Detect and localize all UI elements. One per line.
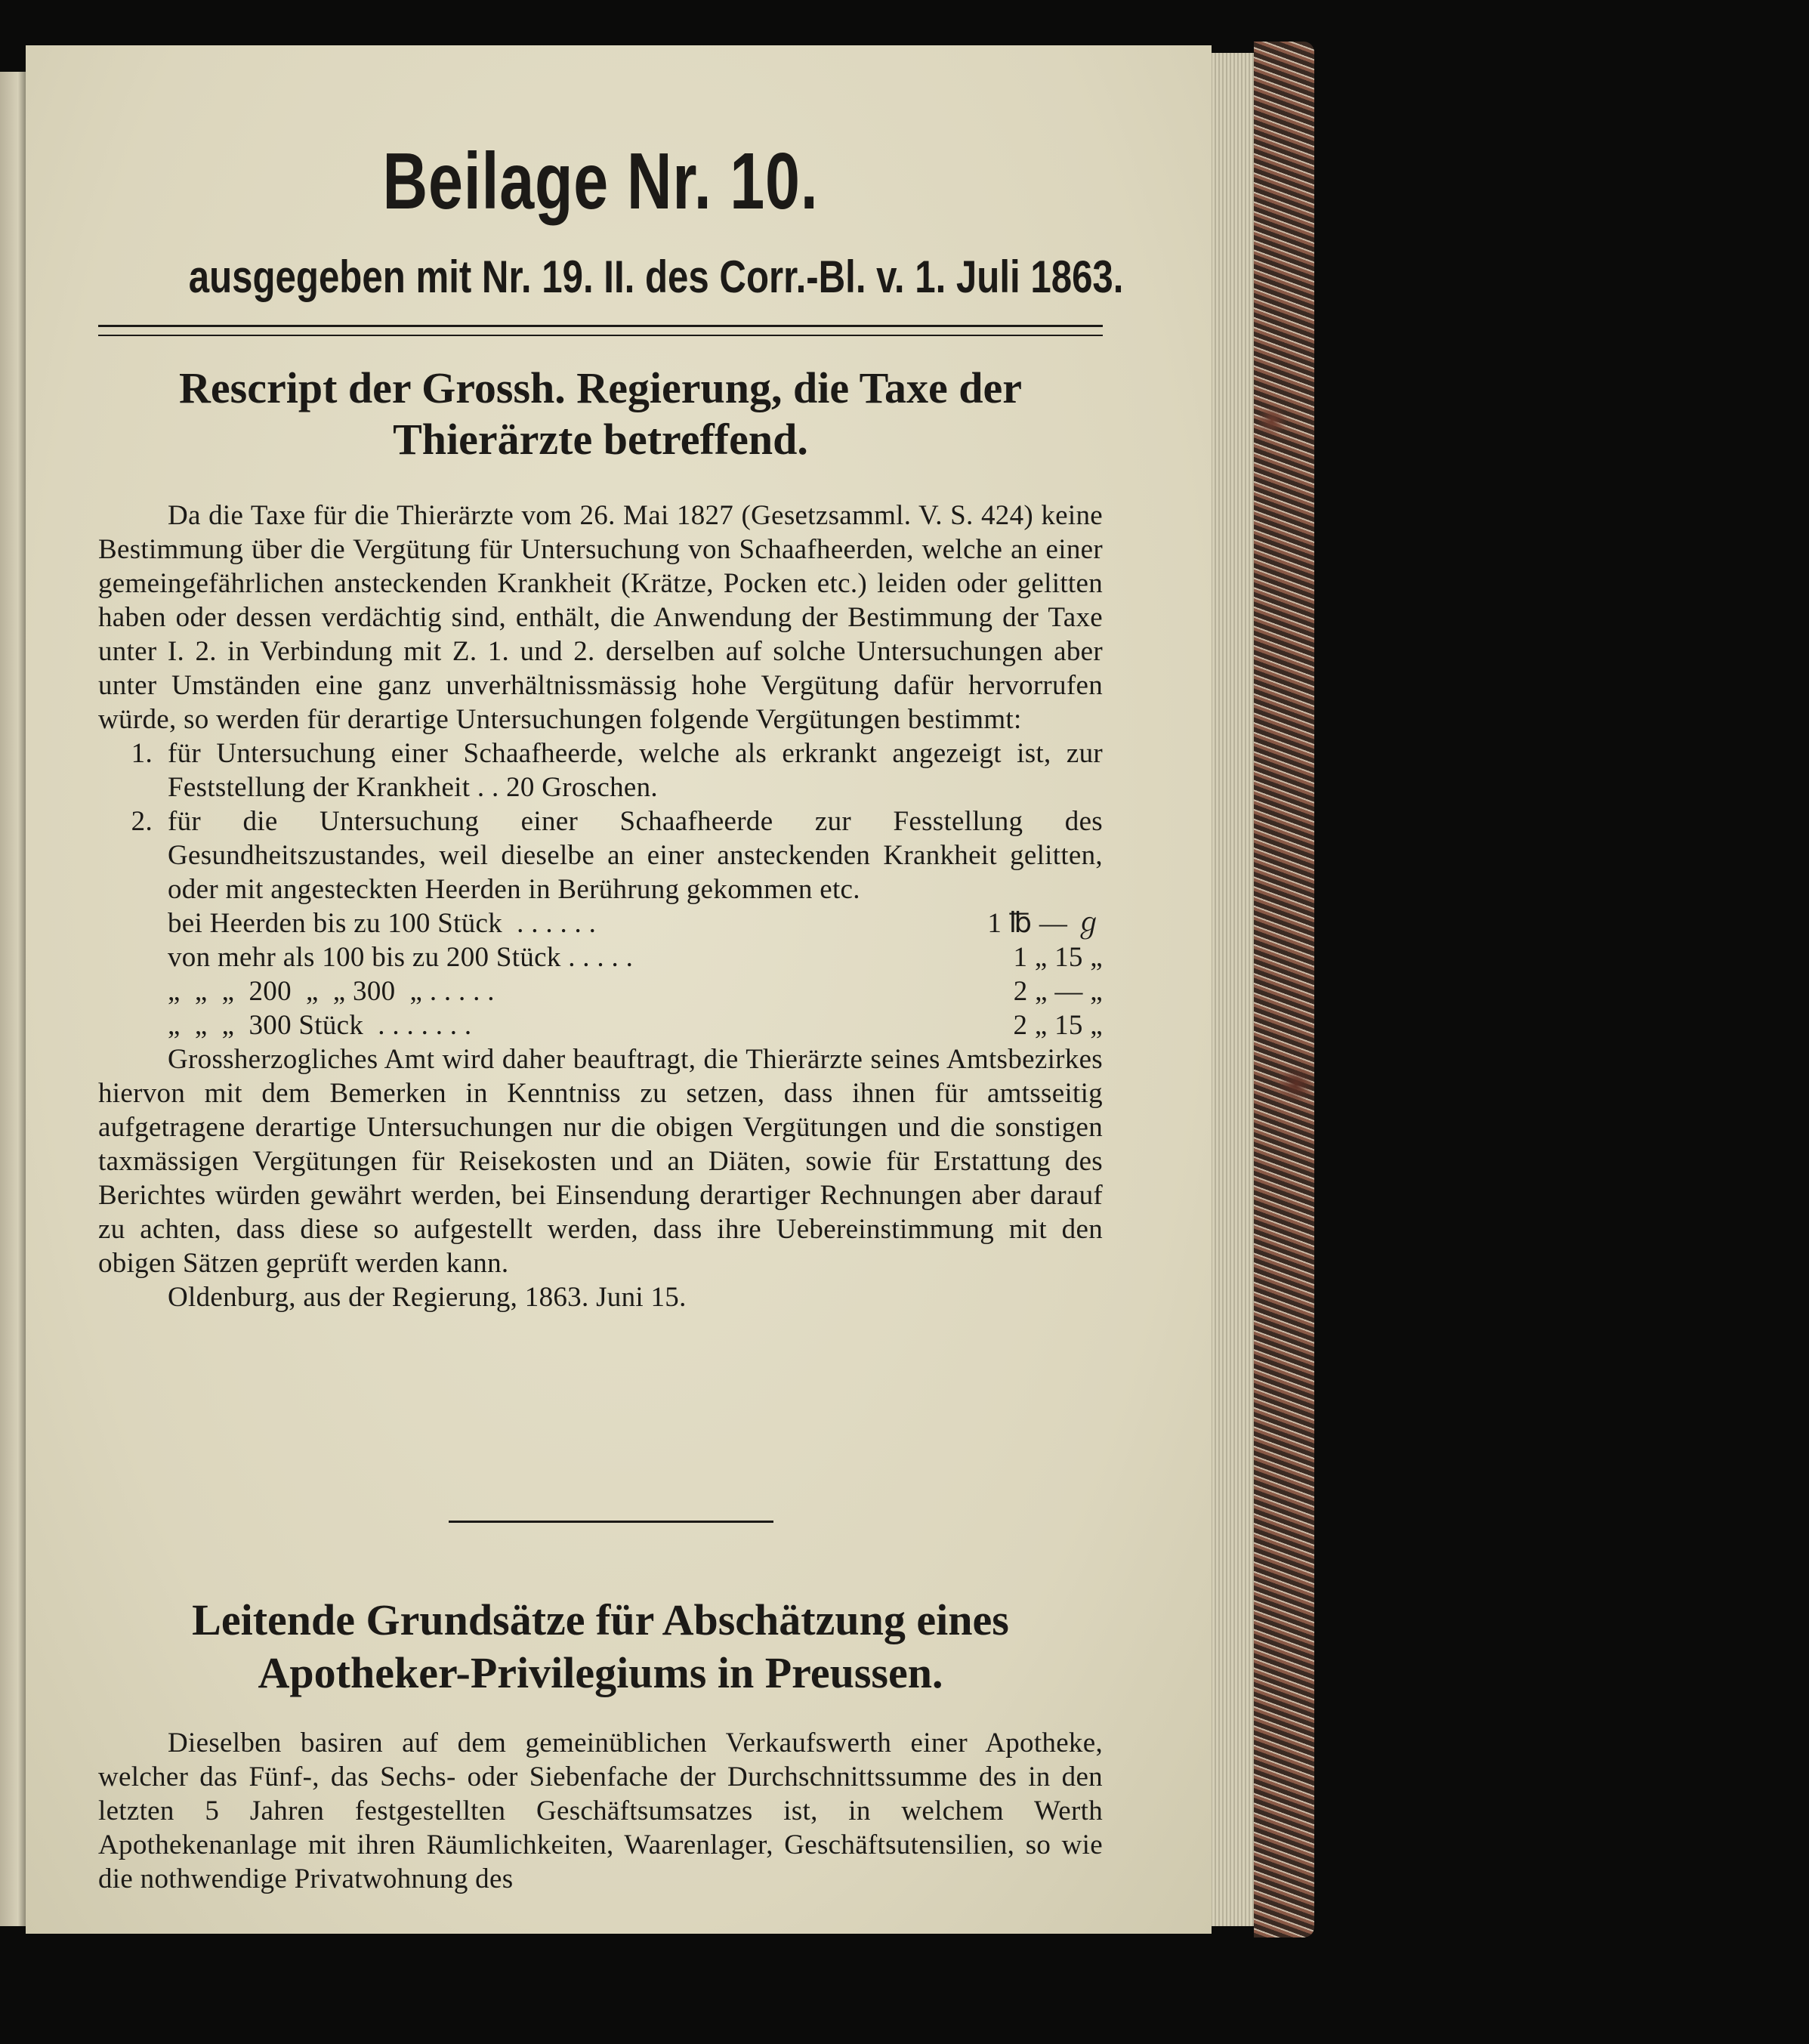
rate-amount: 2 „ 15 „	[1013, 1010, 1103, 1041]
left-page-edge	[0, 72, 26, 1926]
section1-heading-line1: Rescript der Grossh. Regierung, die Taxe der	[179, 363, 1022, 412]
intro-paragraph: Da die Taxe für die Thierärzte vom 26. Mai 1827 (Gesetzsamml. V. S. 424) keine Bestimmung über die Vergütung für Untersuchung von Schaafheerden, welche an einer gemeingefährlichen ansteckenden Krankheit (Krätze, Pocken etc.) leiden oder gelitten haben oder dessen verdächtig sind, enthält, die Anwendung der Bestimmung der Taxe unter I. 2. in Verbindung mit Z. 1. und 2. derselben auf solche Untersuchungen aber unter Umständen eine ganz unverhältnissmässig hohe Vergütung dafür hervorrufen würde, so werden für derartige Untersuchungen folgende Vergütungen bestimmt:	[98, 500, 1103, 735]
page-subtitle: ausgegeben mit Nr. 19. II. des Corr.-Bl. v. 1. Juli 1863.	[188, 252, 1124, 302]
rate-row	[98, 1008, 1103, 1042]
section1-body	[98, 499, 1103, 1314]
section1-heading-line2: Thierärzte betreffend.	[393, 415, 808, 464]
item-number: 2.	[131, 806, 153, 837]
section2-heading	[98, 1594, 1103, 1700]
item-text: für Untersuchung einer Schaafheerde, welche als erkrankt angezeigt ist, zur Feststellung der Krankheit . . 20 Groschen.	[168, 738, 1103, 803]
rate-label: bei Heerden bis zu 100 Stück . . . . . .	[168, 908, 597, 939]
closing-paragraph: Grossherzogliches Amt wird daher beauftragt, die Thierärzte seines Amtsbezirkes hiervon mit dem Bemerken in Kenntniss zu setzen, dass ihnen für amtsseitig aufgetragene derartige Untersuchungen nur die obigen Vergütungen und die sonstigen taxmässigen Vergütungen für Reisekosten und an Diäten, sowie für Erstattung des Berichtes würden gewährt werden, bei Einsendung derartiger Rechnungen aber darauf zu achten, dass diese so aufgestellt werden, dass ihre Uebereinstimmung mit den obigen Sätzen geprüft werden kann.	[98, 1044, 1103, 1279]
rate-label: „ „ „ 200 „ „ 300 „ . . . . .	[168, 976, 495, 1007]
book-cover	[1254, 42, 1314, 1937]
section2-paragraph: Dieselben basiren auf dem gemeinüblichen Verkaufswerth einer Apotheke, welcher das Fünf-, das Sechs- oder Siebenfache der Durchschnittssumme des in den letzten 5 Jahren festgestellten Geschäftsumsatzes ist, in welchem Werth Apothekenanlage mit ihren Räumlichkeiten, Waarenlager, Geschäftsutensilien, so wie die nothwendige Privatwohnung des	[98, 1728, 1103, 1894]
rate-label: von mehr als 100 bis zu 200 Stück . . . . .	[168, 942, 634, 973]
signature-line: Oldenburg, aus der Regierung, 1863. Juni 15.	[168, 1282, 687, 1313]
page-edges	[1209, 53, 1254, 1926]
document-page	[26, 45, 1212, 1934]
page-title: Beilage Nr. 10.	[382, 137, 819, 226]
item-number: 1.	[131, 738, 153, 769]
list-item	[98, 736, 1103, 804]
item-text: für die Untersuchung einer Schaafheerde zur Fesstellung des Gesundheitszustandes, weil dieselbe an einer ansteckenden Krankheit gelitten, oder mit angesteckten Heerden in Berührung gekommen etc.	[168, 806, 1103, 905]
rate-row	[98, 940, 1103, 974]
rate-row	[98, 974, 1103, 1008]
rate-amount: 1 „ 15 „	[1013, 942, 1103, 973]
list-item	[98, 804, 1103, 906]
section-divider	[449, 1521, 773, 1523]
rate-label: „ „ „ 300 Stück . . . . . . .	[168, 1010, 472, 1041]
section1-heading	[98, 363, 1103, 465]
section2-heading-line2: Apotheker-Privilegiums in Preussen.	[258, 1648, 943, 1697]
rate-amount: 1 ℔ — ℊ	[987, 908, 1103, 939]
section2-body	[98, 1726, 1103, 1896]
section2-heading-line1: Leitende Grundsätze für Abschätzung eines	[192, 1595, 1009, 1644]
double-rule	[98, 325, 1103, 336]
rate-amount: 2 „ — „	[1013, 976, 1103, 1007]
rate-row	[98, 906, 1103, 940]
